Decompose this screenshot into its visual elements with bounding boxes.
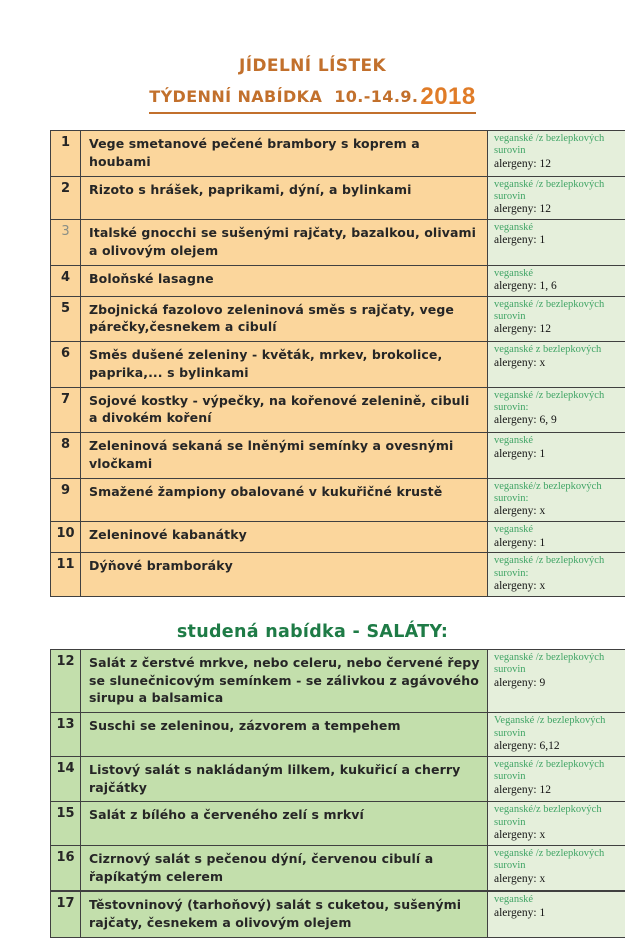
menu-row bbox=[51, 342, 625, 388]
diet-label: veganské bbox=[494, 435, 625, 447]
diet-info-cell bbox=[488, 265, 625, 296]
diet-label: veganské /z bezlepkových surovin: bbox=[494, 390, 625, 415]
dish-name: Vege smetanové pečené brambory s koprem a houbami bbox=[81, 131, 488, 177]
dish-name: Směs dušené zeleniny - květák, mrkev, brokolice, paprika,... s bylinkami bbox=[81, 342, 488, 388]
dish-name: Sojové kostky - výpečky, na kořenové zelenině, cibuli a divokém koření bbox=[81, 387, 488, 433]
diet-label: veganské /z bezlepkových surovin bbox=[494, 759, 625, 784]
diet-info-cell bbox=[488, 802, 625, 846]
diet-info-cell bbox=[488, 387, 625, 433]
diet-info-cell bbox=[488, 220, 625, 266]
allergens-label: alergeny: x bbox=[494, 357, 625, 371]
diet-info-cell bbox=[488, 342, 625, 388]
menu-row bbox=[51, 433, 625, 479]
dish-name: Zeleninová sekaná se lněnými semínky a ovesnými vločkami bbox=[81, 433, 488, 479]
diet-label: veganské /z bezlepkových surovin bbox=[494, 133, 625, 158]
dish-name: Dýňové bramboráky bbox=[81, 553, 488, 597]
menu-row bbox=[51, 220, 625, 266]
allergens-label: alergeny: 1 bbox=[494, 234, 625, 248]
allergens-label: alergeny: 12 bbox=[494, 158, 625, 172]
page-subtitle bbox=[0, 83, 625, 114]
diet-info-cell bbox=[488, 756, 625, 802]
menu-row bbox=[51, 802, 625, 846]
row-number: 6 bbox=[51, 342, 81, 388]
dish-name: Salát z čerstvé mrkve, nebo celeru, nebo červené řepy se slunečnicovým semínkem - se zálivkou z agávového sirupu a balsamica bbox=[81, 649, 488, 712]
row-number: 5 bbox=[51, 296, 81, 342]
dish-name: Zeleninové kabanátky bbox=[81, 522, 488, 553]
menu-row bbox=[51, 478, 625, 522]
dish-name: Cizrnový salát s pečenou dýní, červenou cibulí a řapíkatým celerem bbox=[81, 845, 488, 891]
allergens-label: alergeny: 1, 6 bbox=[494, 280, 625, 294]
subtitle-year: 2018 bbox=[420, 83, 475, 110]
diet-label: veganské bbox=[494, 222, 625, 234]
diet-info-cell bbox=[488, 553, 625, 597]
diet-info-cell bbox=[488, 522, 625, 553]
row-number: 13 bbox=[51, 713, 81, 757]
diet-label: veganské z bezlepkových bbox=[494, 344, 625, 356]
diet-info-cell bbox=[488, 845, 625, 891]
diet-info-cell bbox=[488, 433, 625, 479]
diet-label: veganské /z bezlepkových surovin bbox=[494, 299, 625, 324]
row-number: 14 bbox=[51, 756, 81, 802]
menu-row bbox=[51, 265, 625, 296]
allergens-label: alergeny: x bbox=[494, 505, 625, 519]
row-number: 4 bbox=[51, 265, 81, 296]
allergens-label: alergeny: 1 bbox=[494, 537, 625, 551]
subtitle-text: TÝDENNÍ NABÍDKA 10.-14.9. bbox=[149, 87, 418, 106]
menu-row bbox=[51, 891, 625, 937]
dish-name: Smažené žampiony obalované v kukuřičné krustě bbox=[81, 478, 488, 522]
allergens-label: alergeny: x bbox=[494, 829, 625, 843]
allergens-label: alergeny: 6,12 bbox=[494, 740, 625, 754]
diet-label: veganské /z bezlepkových surovin bbox=[494, 179, 625, 204]
diet-info-cell bbox=[488, 891, 625, 937]
allergens-label: alergeny: x bbox=[494, 873, 625, 887]
dish-name: Rizoto s hrášek, paprikami, dýní, a bylinkami bbox=[81, 176, 488, 220]
allergens-label: alergeny: 12 bbox=[494, 203, 625, 217]
row-number: 3 bbox=[51, 220, 81, 266]
menu-row bbox=[51, 387, 625, 433]
subtitle-underline bbox=[149, 83, 475, 114]
diet-info-cell bbox=[488, 649, 625, 712]
diet-label: veganské /z bezlepkových surovin: bbox=[494, 555, 625, 580]
diet-label: veganské/z bezlepkových surovin bbox=[494, 804, 625, 829]
menu-row bbox=[51, 756, 625, 802]
salads-section-title: studená nabídka - SALÁTY: bbox=[0, 622, 625, 642]
diet-info-cell bbox=[488, 176, 625, 220]
menu-row bbox=[51, 845, 625, 891]
row-number: 10 bbox=[51, 522, 81, 553]
row-number: 8 bbox=[51, 433, 81, 479]
diet-info-cell bbox=[488, 296, 625, 342]
diet-info-cell bbox=[488, 713, 625, 757]
menu-row bbox=[51, 296, 625, 342]
menu-row bbox=[51, 649, 625, 712]
diet-label: veganské bbox=[494, 894, 625, 906]
diet-label: veganské bbox=[494, 524, 625, 536]
row-number: 11 bbox=[51, 553, 81, 597]
allergens-label: alergeny: 9 bbox=[494, 677, 625, 691]
allergens-label: alergeny: 1 bbox=[494, 907, 625, 921]
diet-label: veganské /z bezlepkových surovin bbox=[494, 652, 625, 677]
menu-row bbox=[51, 713, 625, 757]
allergens-label: alergeny: x bbox=[494, 580, 625, 594]
dish-name: Suschi se zeleninou, zázvorem a tempehem bbox=[81, 713, 488, 757]
page-title: JÍDELNÍ LÍSTEK bbox=[0, 56, 625, 76]
diet-label: Veganské /z bezlepkových surovin bbox=[494, 715, 625, 740]
dish-name: Italské gnocchi se sušenými rajčaty, bazalkou, olivami a olivovým olejem bbox=[81, 220, 488, 266]
allergens-label: alergeny: 12 bbox=[494, 323, 625, 337]
row-number: 2 bbox=[51, 176, 81, 220]
diet-label: veganské /z bezlepkových surovin bbox=[494, 848, 625, 873]
page-header bbox=[0, 0, 625, 114]
dish-name: Boloňské lasagne bbox=[81, 265, 488, 296]
diet-label: veganské bbox=[494, 268, 625, 280]
diet-info-cell bbox=[488, 131, 625, 177]
row-number: 17 bbox=[51, 891, 81, 937]
row-number: 9 bbox=[51, 478, 81, 522]
row-number: 15 bbox=[51, 802, 81, 846]
row-number: 1 bbox=[51, 131, 81, 177]
salads-menu-table bbox=[50, 649, 625, 938]
row-number: 12 bbox=[51, 649, 81, 712]
dish-name: Těstovninový (tarhoňový) salát s cuketou, sušenými rajčaty, česnekem a olivovým olejem bbox=[81, 891, 488, 937]
allergens-label: alergeny: 12 bbox=[494, 784, 625, 798]
dish-name: Listový salát s nakládaným lilkem, kukuřicí a cherry rajčátky bbox=[81, 756, 488, 802]
row-number: 16 bbox=[51, 845, 81, 891]
menu-row bbox=[51, 131, 625, 177]
allergens-label: alergeny: 1 bbox=[494, 448, 625, 462]
dish-name: Salát z bílého a červeného zelí s mrkví bbox=[81, 802, 488, 846]
menu-row bbox=[51, 522, 625, 553]
diet-label: veganské/z bezlepkových surovin: bbox=[494, 481, 625, 506]
row-number: 7 bbox=[51, 387, 81, 433]
dish-name: Zbojnická fazolovo zeleninová směs s rajčaty, vege párečky,česnekem a cibulí bbox=[81, 296, 488, 342]
allergens-label: alergeny: 6, 9 bbox=[494, 414, 625, 428]
hot-menu-table bbox=[50, 130, 625, 597]
menu-row bbox=[51, 176, 625, 220]
diet-info-cell bbox=[488, 478, 625, 522]
menu-row bbox=[51, 553, 625, 597]
